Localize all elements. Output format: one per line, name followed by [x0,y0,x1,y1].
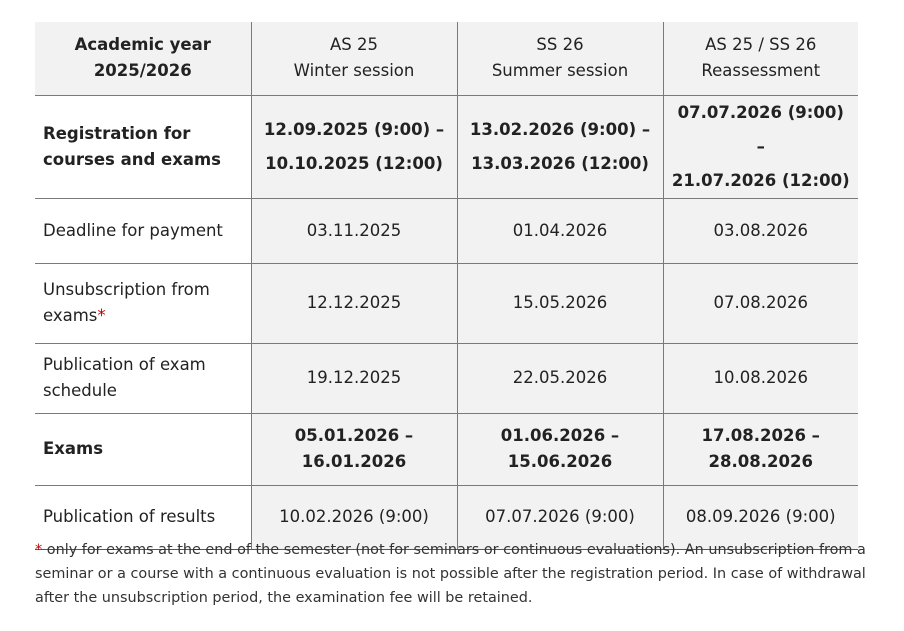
schedule-publication-reassessment: 10.08.2026 [663,343,858,413]
session-name: Summer session [491,61,629,81]
footnote-asterisk: * [35,542,43,558]
date-end: 13.03.2026 (12:00) [471,153,649,173]
registration-label [35,95,251,198]
exams-as25 [251,413,457,485]
date-start: 01.06.2026 – [500,426,620,445]
session-code: AS 25 / SS 26 [705,35,817,55]
session-name: Reassessment [701,61,821,81]
unsubscription-ss26: 15.05.2026 [457,263,663,343]
unsubscription-as25: 12.12.2025 [251,263,457,343]
session-name: Winter session [293,61,415,81]
payment-label: Deadline for payment [35,198,251,263]
date-start: 17.08.2026 – [701,426,820,445]
academic-year-label: Academic year [74,35,211,55]
academic-calendar-table [35,22,858,550]
exams-ss26 [457,413,663,485]
payment-ss26: 01.04.2026 [457,198,663,263]
registration-ss26 [457,95,663,198]
schedule-publication-row [35,343,858,413]
results-ss26: 07.07.2026 (9:00) [457,485,663,549]
schedule-publication-as25: 19.12.2025 [251,343,457,413]
session-header-reassessment [663,22,858,95]
registration-reassessment [663,95,858,198]
session-code: SS 26 [536,35,584,55]
label-line: Registration for [43,123,191,143]
exams-reassessment [663,413,858,485]
date-end: 15.06.2026 [507,452,613,471]
unsubscription-reassessment: 07.08.2026 [663,263,858,343]
results-as25: 10.02.2026 (9:00) [251,485,457,549]
footnote-text: only for exams at the end of the semester (not for seminars or continuous evaluations). An unsubscription from a seminar or a course with a continuous evaluation is not possible after the registration period. In case of withdrawal after the unsubscription period, the examination fee will be retained. [35,542,866,606]
session-code: AS 25 [329,35,378,55]
date-end: 16.01.2026 [301,452,407,471]
session-header-ss26 [457,22,663,95]
payment-reassessment: 03.08.2026 [663,198,858,263]
label-line: exams [43,306,98,325]
results-reassessment: 08.09.2026 (9:00) [663,485,858,549]
date-end: 10.10.2025 (12:00) [265,153,443,173]
date-end: 28.08.2026 [708,452,813,471]
schedule-publication-ss26: 22.05.2026 [457,343,663,413]
date-start: 07.07.2026 (9:00) – [677,102,844,156]
label-line: Publication of exam [43,355,206,374]
academic-year-value: 2025/2026 [93,61,192,81]
exams-row [35,413,858,485]
exams-label: Exams [35,413,251,485]
date-end: 21.07.2026 (12:00) [671,170,850,190]
label-line: schedule [43,381,117,400]
header-row [35,22,858,95]
date-start: 12.09.2025 (9:00) – [263,119,445,139]
footnote [35,538,870,610]
registration-row [35,95,858,198]
label-line: courses and exams [43,149,221,169]
payment-as25: 03.11.2025 [251,198,457,263]
date-start: 13.02.2026 (9:00) – [469,119,651,139]
session-header-as25 [251,22,457,95]
registration-as25 [251,95,457,198]
academic-year-header [35,22,251,95]
date-start: 05.01.2026 – [294,426,414,445]
unsubscription-label [35,263,251,343]
payment-row [35,198,858,263]
results-label: Publication of results [35,485,251,549]
label-line: Unsubscription from [43,280,210,299]
schedule-publication-label [35,343,251,413]
unsubscription-row [35,263,858,343]
footnote-asterisk: * [97,306,106,325]
